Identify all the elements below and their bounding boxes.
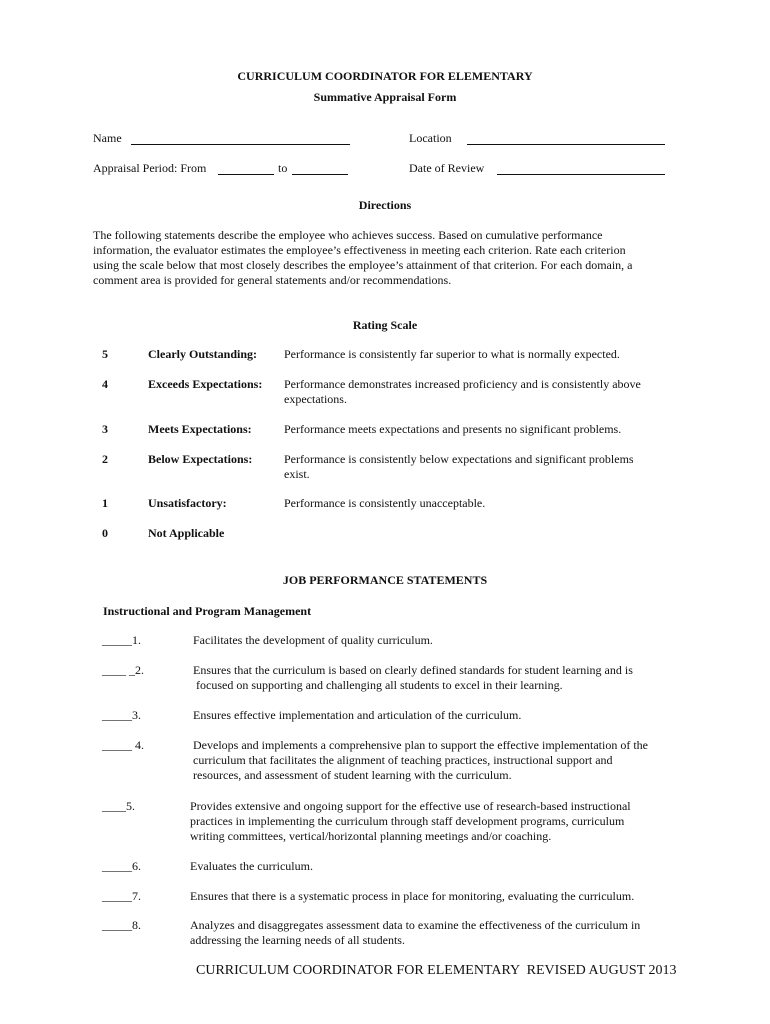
item-text-3: Ensures effective implementation and articulation of the curriculum. [193, 708, 522, 722]
rating-score-3: 3 [102, 422, 108, 436]
period-to-field[interactable] [292, 174, 348, 175]
rating-score-0: 0 [102, 526, 108, 540]
item-rating-blank-2[interactable]: ____ _2. [102, 663, 144, 677]
directions-line-3: using the scale below that most closely describes the employee’s attainment of that criterion. For each domain, a [93, 258, 633, 272]
appraisal-period-label: Appraisal Period: From [93, 161, 207, 175]
rating-desc-2: Performance is consistently below expectations and significant problems [284, 452, 634, 466]
item-rating-blank-1[interactable]: _____1. [102, 633, 141, 647]
date-of-review-label: Date of Review [409, 161, 485, 175]
rating-label-3: Meets Expectations: [148, 422, 252, 436]
item-rating-blank-4[interactable]: _____ 4. [102, 738, 144, 752]
item-rating-blank-5[interactable]: ____5. [102, 799, 135, 813]
to-label: to [278, 161, 288, 175]
rating-label-1: Unsatisfactory: [148, 496, 227, 510]
rating-score-2: 2 [102, 452, 108, 466]
item-text-1: Facilitates the development of quality curriculum. [193, 633, 433, 647]
item-text-6: Evaluates the curriculum. [190, 859, 313, 873]
form-subtitle: Summative Appraisal Form [313, 90, 457, 104]
rating-score-1: 1 [102, 496, 108, 510]
rating-desc-4-cont: expectations. [284, 392, 347, 406]
location-label: Location [409, 131, 452, 145]
item-rating-blank-3[interactable]: _____3. [102, 708, 141, 722]
form-title: CURRICULUM COORDINATOR FOR ELEMENTARY [237, 69, 533, 83]
rating-label-2: Below Expectations: [148, 452, 253, 466]
item-text-4: Develops and implements a comprehensive plan to support the effective implementation of the [193, 738, 648, 752]
item-text-2-cont: focused on supporting and challenging all students to excel in their learning. [193, 678, 563, 692]
directions-line-2: information, the evaluator estimates the employee’s effectiveness in meeting each criterion. Rate each criterion [93, 243, 626, 257]
location-field[interactable] [467, 144, 665, 145]
period-from-field[interactable] [218, 174, 274, 175]
rating-scale-heading: Rating Scale [352, 318, 418, 332]
item-rating-blank-6[interactable]: _____6. [102, 859, 141, 873]
section-title: Instructional and Program Management [103, 604, 312, 618]
rating-desc-5: Performance is consistently far superior to what is normally expected. [284, 347, 620, 361]
item-text-4-cont-2: resources, and assessment of student learning with the curriculum. [193, 768, 512, 782]
rating-score-5: 5 [102, 347, 108, 361]
item-rating-blank-7[interactable]: _____7. [102, 889, 141, 903]
directions-line-4: comment area is provided for general statements and/or recommendations. [93, 273, 452, 287]
item-text-5-cont-2: writing committees, vertical/horizontal planning meetings and/or coaching. [190, 829, 552, 843]
rating-desc-1: Performance is consistently unacceptable. [284, 496, 486, 510]
item-text-8-cont: addressing the learning needs of all students. [190, 933, 405, 947]
page-footer: CURRICULUM COORDINATOR FOR ELEMENTARY REVISED AUGUST 2013 [196, 963, 677, 978]
rating-label-0: Not Applicable [148, 526, 225, 540]
item-text-5-cont-1: practices in implementing the curriculum through staff development programs, curriculum [190, 814, 625, 828]
name-field[interactable] [131, 144, 350, 145]
item-text-7: Ensures that there is a systematic process in place for monitoring, evaluating the curriculum. [190, 889, 635, 903]
rating-desc-3: Performance meets expectations and presents no significant problems. [284, 422, 622, 436]
rating-label-5: Clearly Outstanding: [148, 347, 258, 361]
rating-desc-2-cont: exist. [284, 467, 310, 481]
item-text-5: Provides extensive and ongoing support for the effective use of research-based instructional [190, 799, 631, 813]
directions-line-1: The following statements describe the employee who achieves success. Based on cumulative performance [93, 228, 603, 242]
rating-score-4: 4 [102, 377, 108, 391]
directions-heading: Directions [358, 198, 412, 212]
item-rating-blank-8[interactable]: _____8. [102, 918, 141, 932]
rating-label-4: Exceeds Expectations: [148, 377, 263, 391]
job-performance-heading: JOB PERFORMANCE STATEMENTS [282, 573, 488, 587]
name-label: Name [93, 131, 122, 145]
item-text-2: Ensures that the curriculum is based on clearly defined standards for student learning and is [193, 663, 633, 677]
item-text-4-cont-1: curriculum that facilitates the alignment of teaching practices, instructional support and [193, 753, 613, 767]
rating-desc-4: Performance demonstrates increased proficiency and is consistently above [284, 377, 641, 391]
item-text-8: Analyzes and disaggregates assessment data to examine the effectiveness of the curriculum in [190, 918, 641, 932]
date-of-review-field[interactable] [497, 174, 665, 175]
